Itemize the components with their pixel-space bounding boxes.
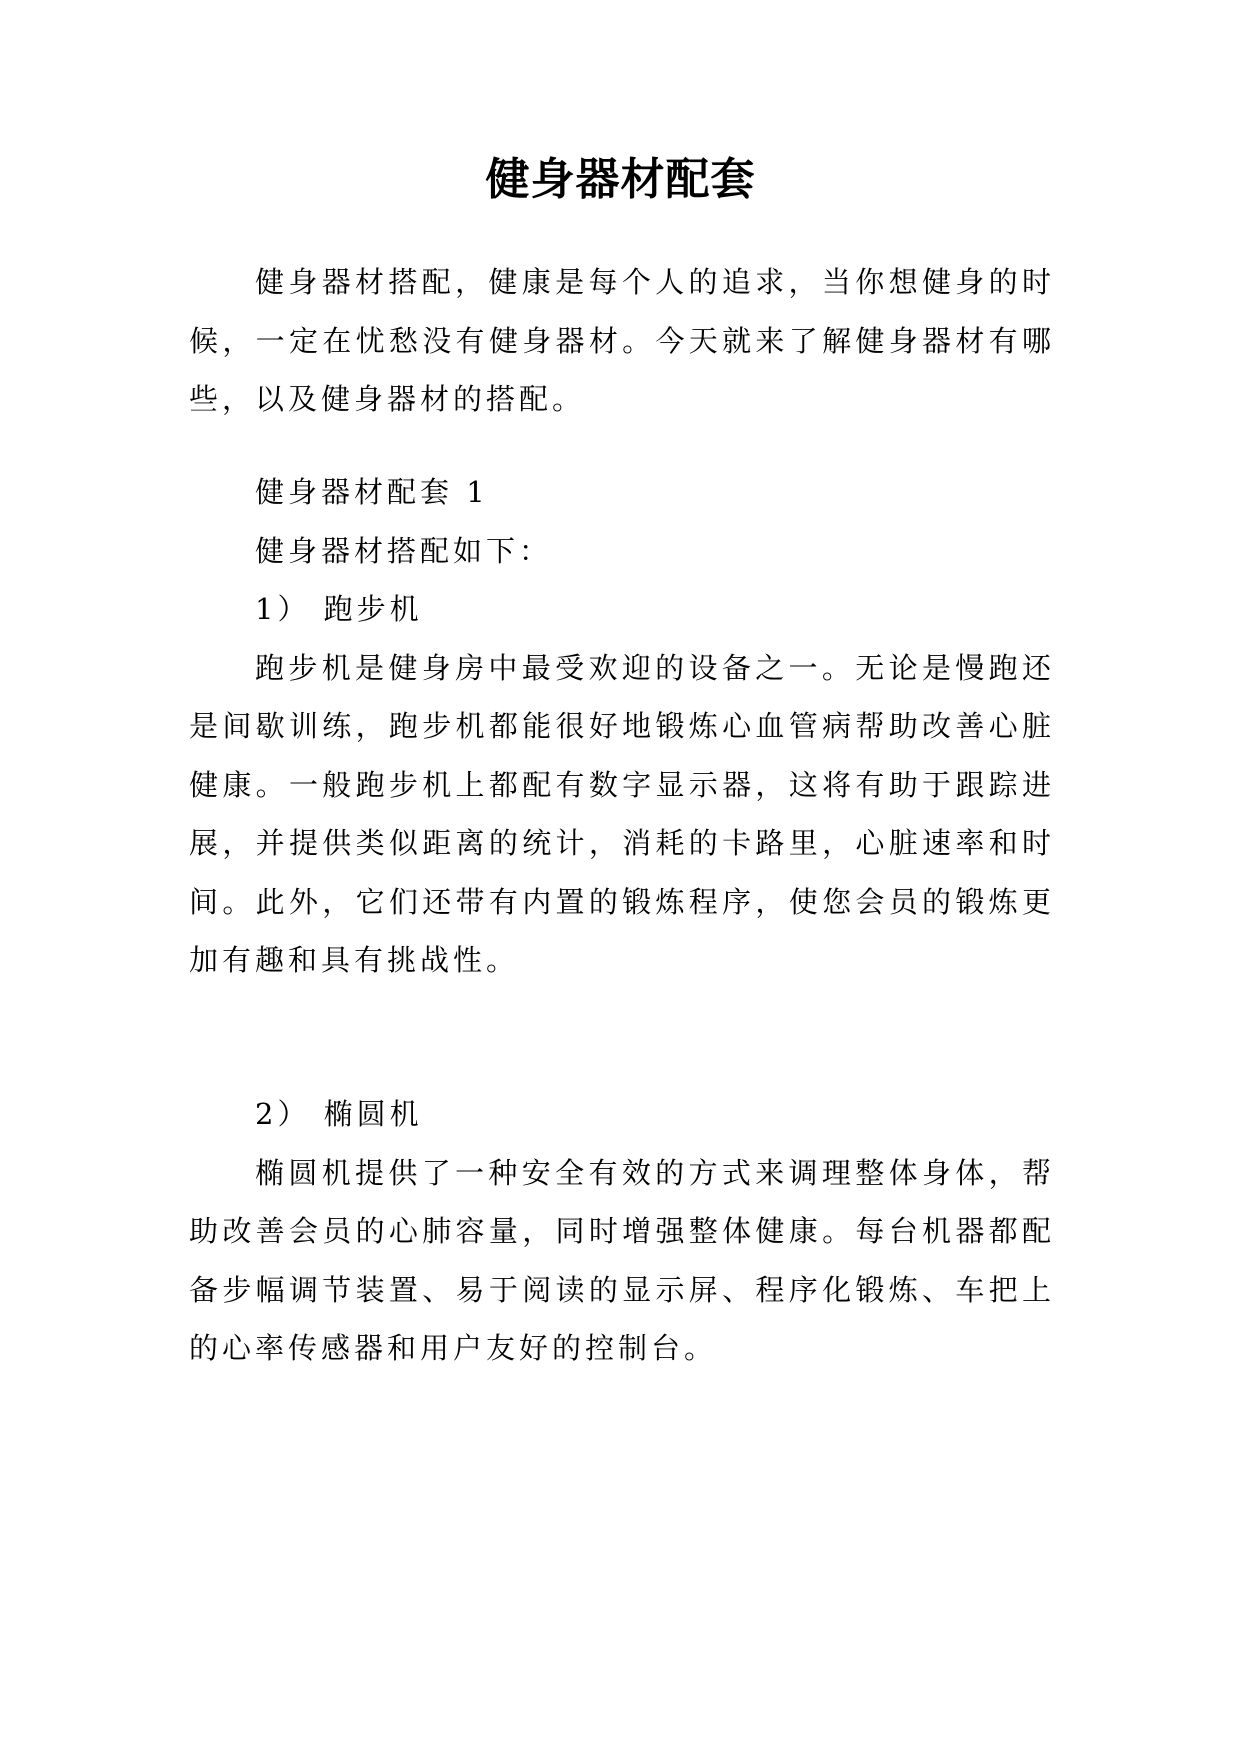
item-heading-treadmill: 1） 跑步机 (255, 592, 423, 626)
item-heading-elliptical: 2） 椭圆机 (255, 1097, 423, 1131)
list-intro: 健身器材搭配如下： (255, 533, 553, 568)
section-heading: 健身器材配套 1 (255, 475, 489, 509)
document-title: 健身器材配套 (485, 154, 756, 205)
elliptical-block (189, 1085, 1055, 1378)
intro-paragraph: 健身器材搭配，健康是每个人的追求，当你想健身的时候，一定在忧愁没有健身器材。今天就来了解健身器材有哪些，以及健身器材的搭配。 (189, 265, 1055, 416)
section-block (189, 463, 1055, 990)
item-body-elliptical: 椭圆机提供了一种安全有效的方式来调理整体身体，帮助改善会员的心肺容量，同时增强整体健康。每台机器都配备步幅调节装置、易于阅读的显示屏、程序化锻炼、车把上的心率传感器和用户友好的控制台。 (189, 1155, 1055, 1365)
intro-block (189, 253, 1055, 429)
item-body-treadmill: 跑步机是健身房中最受欢迎的设备之一。无论是慢跑还是间歇训练，跑步机都能很好地锻炼心血管病帮助改善心脏健康。一般跑步机上都配有数字显示器，这将有助于跟踪进展，并提供类似距离的统计，消耗的卡路里，心脏速率和时间。此外，它们还带有内置的锻炼程序，使您会员的锻炼更加有趣和具有挑战性。 (189, 650, 1055, 977)
